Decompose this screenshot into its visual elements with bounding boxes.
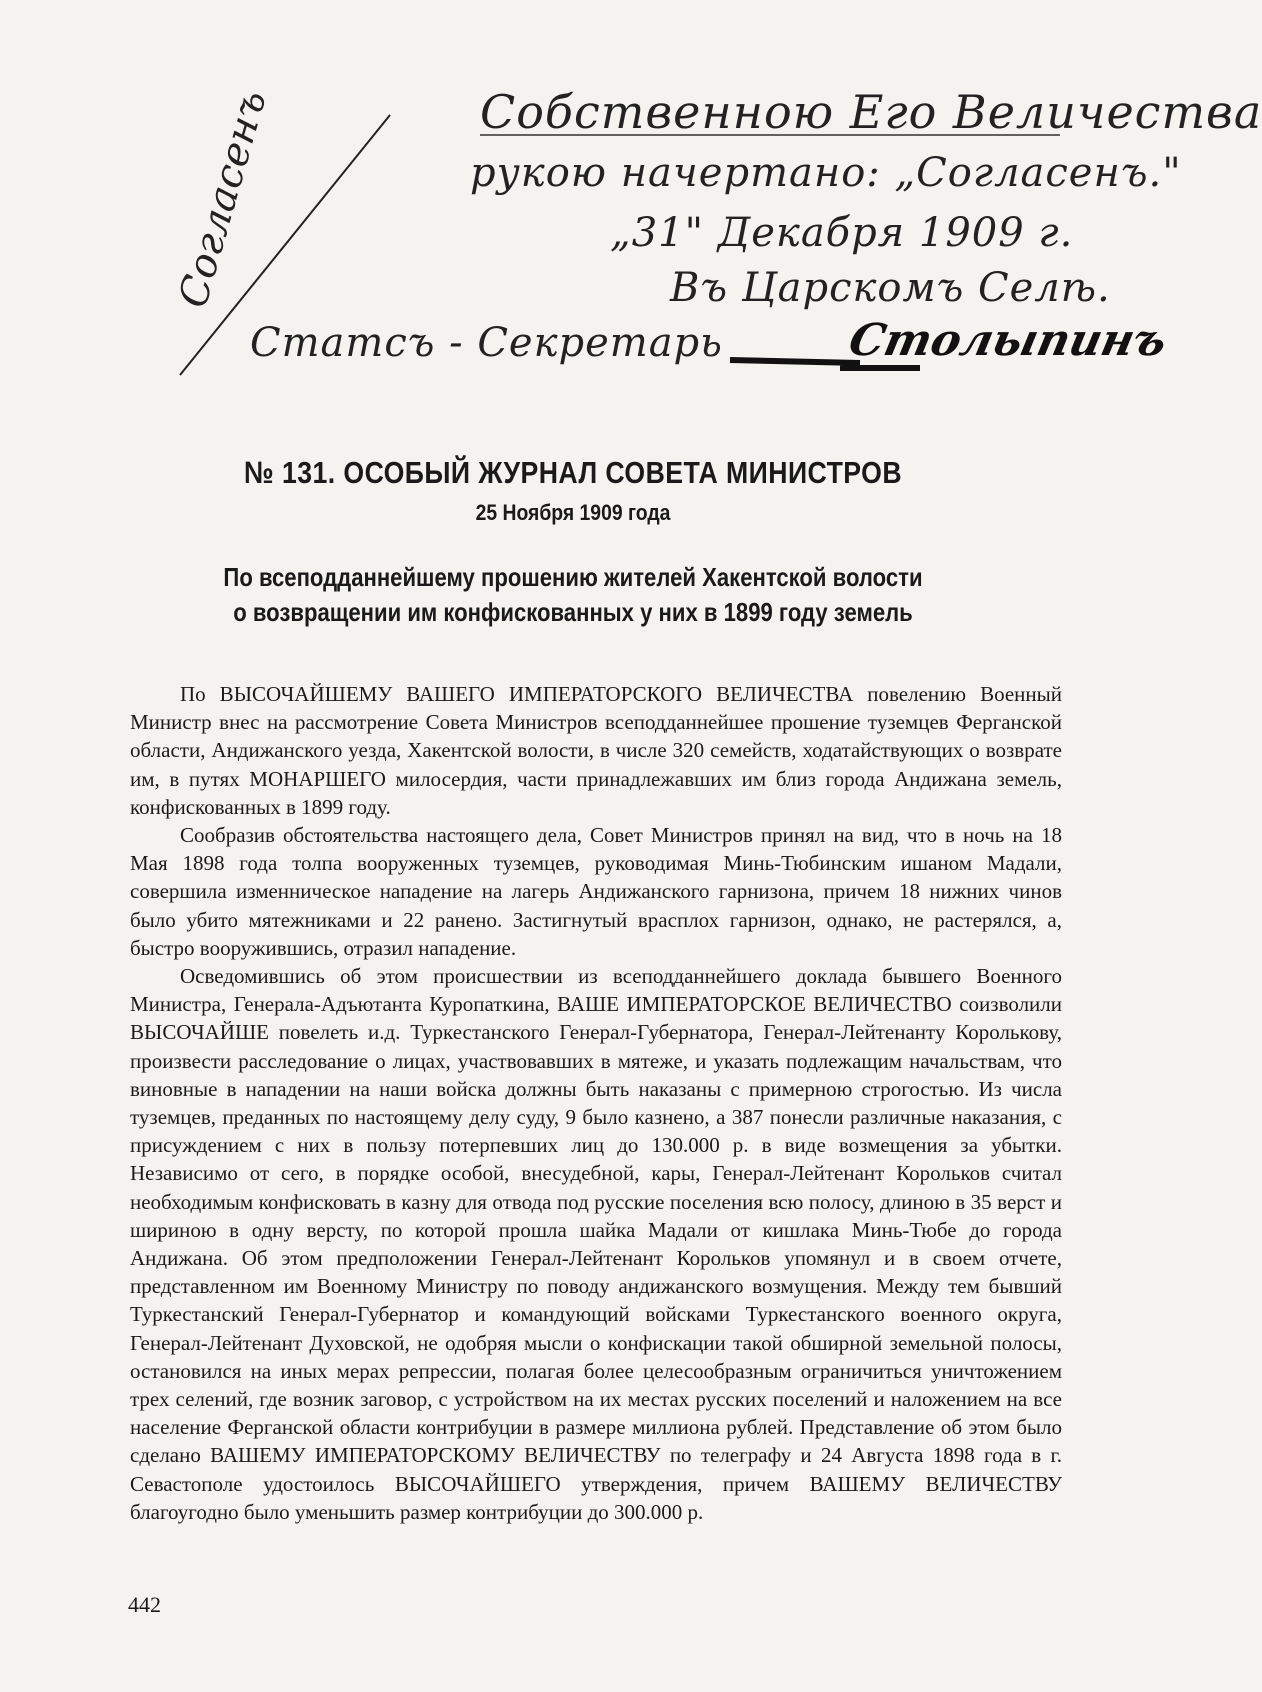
subject-line-1: По всеподданнейшему прошению жителей Хакентской волости	[223, 562, 923, 592]
handwritten-line-1: Собственною Его Величества	[480, 85, 1262, 139]
handwritten-secretary: Статсъ - Секретарь	[250, 320, 723, 366]
subject-line-2: о возвращении им конфискованных у них в 1899 году земель	[233, 597, 913, 627]
paragraph-2: Сообразив обстоятельства настоящего дела, Совет Министров принял на вид, что в ночь на 18 Мая 1898 года толпа вооруженных туземцев, руководимая Минь-Тюбинским ишаном Мадали, совершила изменническое нападение на лагерь Андижанского гарнизона, причем 18 нижних чинов было убито мятежниками и 22 ранено. Застигнутый врасплох гарнизон, однако, не растерялся, а, быстро вооружившись, отразил нападение.	[130, 823, 1062, 960]
document-body	[130, 680, 1062, 1526]
paragraph-1: По ВЫСОЧАЙШЕМУ ВАШЕГО ИМПЕРАТОРСКОГО ВЕЛИЧЕСТВА повелению Военный Министр внес на рассмотрение Совета Министров всеподданнейшее прошение туземцев Ферганской области, Андижанского уезда, Хакентской волости, в числе 320 семейств, ходатайствующих о возврате им, в путях МОНАРШЕГО милосердия, части принадлежавших им близ города Андижана земель, конфискованных в 1899 году.	[130, 682, 1062, 819]
page-number: 442	[128, 1592, 161, 1617]
handwritten-place: Въ Царскомъ Селѣ.	[670, 265, 1111, 311]
paragraph-3: Осведомившись об этом происшествии из всеподданнейшего доклада бывшего Военного Министра, Генерала-Адъютанта Куропаткина, ВАШЕ ИМПЕРАТОРСКОЕ ВЕЛИЧЕСТВО соизволили ВЫСОЧАЙШЕ повелеть и.д. Туркестанского Генерал-Губернатора, Генерал-Лейтенанту Королькову, произвести расследование о лицах, участвовавших в мятеже, и указать подлежащим начальствам, что виновные в нападении на наши войска должны быть наказаны с примерною строгостью. Из числа туземцев, преданных по настоящему делу суду, 9 было казнено, а 387 понесли различные наказания, с присуждением с них в пользу потерпевших лиц до 130.000 р. в виде возмещения за убытки. Независимо от сего, в порядке особой, внесудебной, кары, Генерал-Лейтенант Корольков считал необходимым конфисковать в казну для отвода под русские поселения всю полосу, длиною в 35 верст и шириною в одну версту, по которой прошла шайка Мадали от кишлака Минь-Тюбе до города Андижана. Об этом предположении Генерал-Лейтенант Корольков упомянул и в своем отчете, представленном им Военному Министру по поводу андижанского возмущения. Между тем бывший Туркестанский Генерал-Губернатор и командующий войсками Туркестанского военного округа, Генерал-Лейтенант Духовской, не одобряя мысли о конфискации такой обширной земельной полосы, остановился на иных мерах репрессии, полагая более целесообразным ограничиться уничтожением трех селений, где возник заговор, с устройством на их местах русских поселений и наложением на все население Ферганской области контрибуции в размере миллиона рублей. Представление об этом было сделано ВАШЕМУ ИМПЕРАТОРСКОМУ ВЕЛИЧЕСТВУ по телеграфу и 24 Августа 1898 года в г. Севастополе удостоилось ВЫСОЧАЙШЕГО утверждения, причем ВАШЕМУ ВЕЛИЧЕСТВУ благоугодно было уменьшить размер контрибуции до 300.000 р.	[130, 964, 1062, 1524]
document-date: 25 Ноября 1909 года	[475, 500, 671, 525]
handwritten-resolution	[160, 50, 1262, 420]
imperial-approval-mark: Согласенъ	[170, 85, 276, 313]
document-subject	[86, 560, 1060, 630]
signature: Столыпинъ	[844, 315, 1172, 366]
document-title: № 131. ОСОБЫЙ ЖУРНАЛ СОВЕТА МИНИСТРОВ	[243, 455, 903, 490]
handwritten-line-2: рукою начертано: „Согласенъ."	[470, 150, 1182, 196]
handwritten-date: „31" Декабря 1909 г.	[610, 210, 1074, 256]
